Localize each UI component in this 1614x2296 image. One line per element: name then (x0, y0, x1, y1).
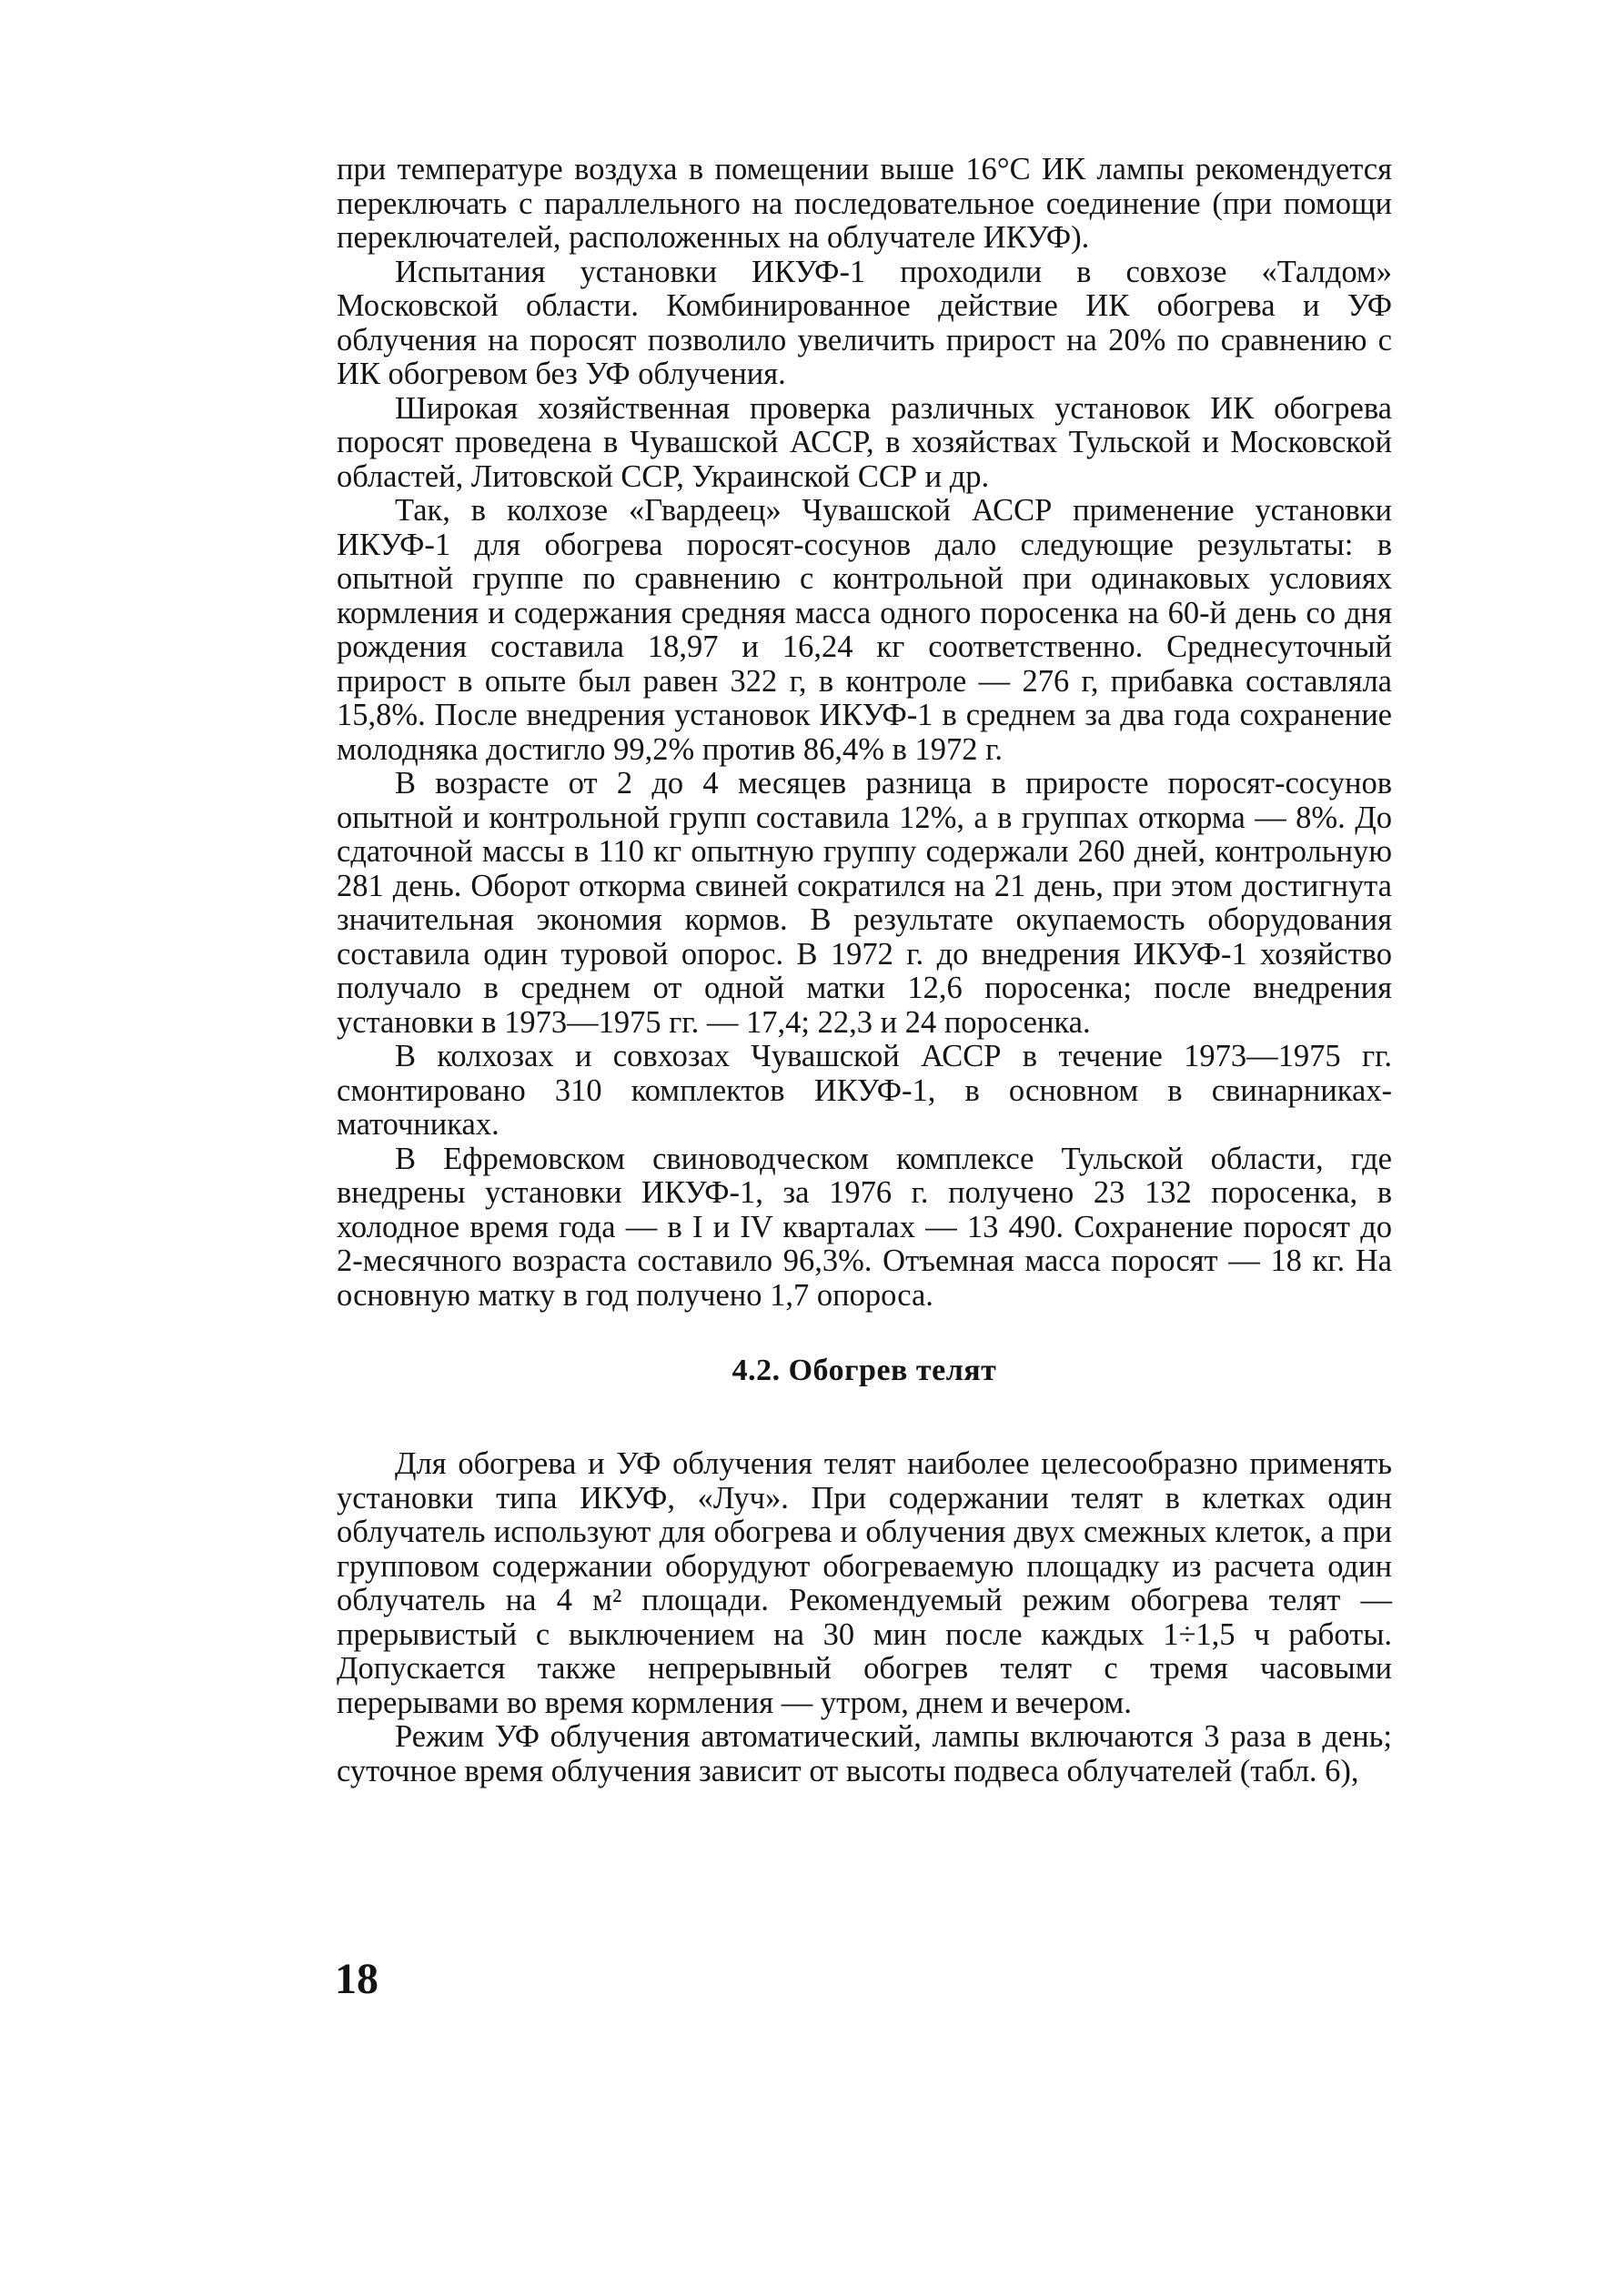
paragraph-continued: при температуре воздуха в помещении выше 16°С ИК лампы рекомендуется переключать с параллельного на последовательное соединение (при помощи переключателей, расположенных на облучателе ИКУФ). (337, 152, 1392, 255)
paragraph-efremov-complex: В Ефремовском свиноводческом комплексе Тульской области, где внедрены установки ИКУФ-1, за 1976 г. получено 23 132 поросенка, в холодное время года — в I и IV кварталах — 13 490. Сохранение поросят до 2-месячного возраста составило 96,3%. Отъемная масса поросят — 18 кг. На основную матку в год получено 1,7 опороса. (337, 1141, 1392, 1313)
paragraph-ikuf-trials: Испытания установки ИКУФ-1 проходили в совхозе «Талдом» Московской области. Комбинированное действие ИК обогрева и УФ облучения на поросят позволило увеличить прирост на 20% по сравнению с ИК обогревом без УФ облучения. (337, 254, 1392, 391)
paragraph-calves-heating: Для обогрева и УФ облучения телят наиболее целесообразно применять установки типа ИКУФ, «Луч». При содержании телят в клетках один облучатель используют для обогрева и облучения двух смежных клеток, а при групповом содержании оборудуют обогреваемую площадку из расчета один облучатель на 4 м² площади. Рекомендуемый режим обогрева телят — прерывистый с выключением на 30 мин после каждых 1÷1,5 ч работы. Допускается также непрерывный обогрев телят с тремя часовыми перерывами во время кормления — утром, днем и вечером. (337, 1446, 1392, 1720)
page-body (337, 153, 1392, 1788)
paragraph-wide-testing: Широкая хозяйственная проверка различных установок ИК обогрева поросят проведена в Чувашской АССР, в хозяйствах Тульской и Московской областей, Литовской ССР, Украинской ССР и др. (337, 390, 1392, 494)
page-number: 18 (335, 1955, 378, 2003)
paragraph-uv-mode: Режим УФ облучения автоматический, лампы включаются 3 раза в день; суточное время облучения зависит от высоты подвеса облучателей (табл. 6), (337, 1719, 1392, 1788)
paragraph-gvardeets-results: Так, в колхозе «Гвардеец» Чувашской АССР применение установки ИКУФ-1 для обогрева поросят-сосунов дало следующие результаты: в опытной группе по сравнению с контрольной при одинаковых условиях кормления и содержания средняя масса одного поросенка на 60-й день со дня рождения составила 18,97 и 16,24 кг соответственно. Среднесуточный прирост в опыте был равен 322 г, в контроле — 276 г, прибавка составляла 15,8%. После внедрения установок ИКУФ-1 в среднем за два года сохранение молодняка достигло 99,2% против 86,4% в 1972 г. (337, 493, 1392, 767)
paragraph-chuvash-installations: В колхозах и совхозах Чувашской АССР в течение 1973—1975 гг. смонтировано 310 комплектов ИКУФ-1, в основном в свинарниках-маточниках. (337, 1039, 1392, 1142)
section-heading: 4.2. Обогрев телят (731, 1354, 997, 1387)
paragraph-age-growth: В возрасте от 2 до 4 месяцев разница в приросте поросят-сосунов опытной и контрольной групп составила 12%, а в группах откорма — 8%. До сдаточной массы в 110 кг опытную группу содержали 260 дней, контрольную 281 день. Оборот откорма свиней сократился на 21 день, при этом достигнута значительная экономия кормов. В результате окупаемость оборудования составила один туровой опорос. В 1972 г. до внедрения ИКУФ-1 хозяйство получало в среднем от одной матки 12,6 поросенка; после внедрения установки в 1973—1975 гг. — 17,4; 22,3 и 24 поросенка. (337, 766, 1392, 1040)
